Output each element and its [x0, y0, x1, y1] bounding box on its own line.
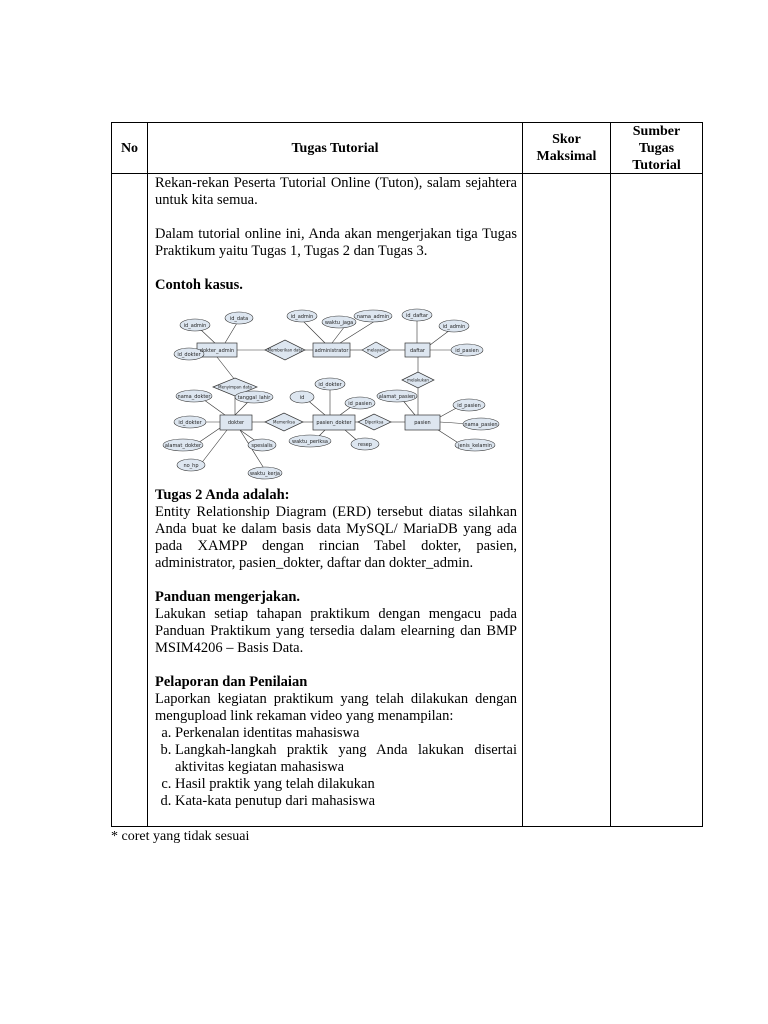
- erd-label: nama_dokter: [177, 394, 211, 400]
- erd-label: waktu_kerja: [250, 471, 280, 477]
- tugas2-body: Entity Relationship Diagram (ERD) tersebut diatas silahkan Anda buat ke dalam basis data MySQL/ MariaDB yang ada pada XAMPP dengan rincian Tabel dokter, pasien, administrator, pasien_dokter, daftar dan dokter_admin.: [155, 504, 517, 571]
- column-divider: [610, 123, 611, 826]
- erd-label: Memberikan data: [267, 347, 303, 353]
- erd-label: pasien: [414, 420, 431, 426]
- erd-label: daftar: [410, 348, 425, 354]
- report-list: [155, 725, 517, 810]
- erd-label: id_pasien: [455, 348, 479, 354]
- header-skor-maksimal: Skor Maksimal: [536, 132, 597, 164]
- tugas2-heading: Tugas 2 Anda adalah:: [155, 487, 290, 503]
- erd-label: melakukan: [407, 377, 429, 383]
- erd-label: alamat_pasien: [378, 394, 416, 400]
- header-sumber-tugas: Sumber Tugas Tutorial: [632, 123, 681, 173]
- erd-diagram: [155, 300, 510, 483]
- header-no: No: [120, 140, 139, 156]
- erd-label: nama_pasien: [464, 422, 498, 428]
- header-tugas-tutorial: Tugas Tutorial: [291, 140, 379, 156]
- erd-label: id_dokter: [318, 382, 342, 388]
- contoh-kasus-heading: Contoh kasus.: [155, 277, 243, 293]
- erd-label: id_pasien: [457, 403, 481, 409]
- erd-label: id_data: [229, 316, 249, 322]
- task-table: [111, 122, 703, 827]
- erd-label: dokter_admin: [199, 348, 235, 354]
- erd-label: resep: [358, 442, 372, 448]
- erd-label: tanggal_lahir: [237, 395, 271, 401]
- erd-label: no_hp: [183, 463, 199, 469]
- pelaporan-body: Laporkan kegiatan praktikum yang telah dilakukan dengan mengupload link rekaman video yang menampilan:: [155, 691, 517, 724]
- footnote: * coret yang tidak sesuai: [111, 829, 250, 844]
- header-divider: [112, 173, 702, 174]
- intro-paragraph-2: Dalam tutorial online ini, Anda akan mengerjakan tiga Tugas Praktikum yaitu Tugas 1, Tugas 2 dan Tugas 3.: [155, 226, 517, 259]
- erd-label: id_pasien: [348, 401, 372, 407]
- pelaporan-heading: Pelaporan dan Penilaian: [155, 674, 308, 690]
- erd-label: administrator: [314, 348, 349, 354]
- erd-label: id_dokter: [177, 352, 201, 358]
- list-item: d. Kata-kata penutup dari mahasiswa: [175, 793, 517, 810]
- column-divider: [147, 123, 148, 826]
- erd-label: alamat_dokter: [164, 443, 202, 449]
- task-content: [155, 175, 517, 810]
- list-item: c. Hasil praktik yang telah dilakukan: [175, 776, 517, 793]
- erd-label: spesialis: [251, 443, 273, 449]
- erd-label: Menyimpan data: [218, 384, 252, 390]
- erd-label: Memeriksa: [273, 419, 295, 425]
- erd-label: waktu_periksa: [292, 439, 328, 445]
- erd-label: melayani: [366, 347, 386, 353]
- erd-label: dokter: [227, 420, 245, 426]
- erd-label: id_dokter: [178, 420, 202, 426]
- column-divider: [522, 123, 523, 826]
- intro-paragraph-1: Rekan-rekan Peserta Tutorial Online (Tuton), salam sejahtera untuk kita semua.: [155, 175, 517, 208]
- erd-label: pasien_dokter: [316, 420, 352, 426]
- erd-label: jenis_kelamin: [458, 443, 492, 449]
- erd-label: waktu_jaga: [324, 320, 354, 326]
- erd-label: id_daftar: [405, 313, 429, 319]
- panduan-body: Lakukan setiap tahapan praktikum dengan mengacu pada Panduan Praktikum yang tersedia dalam elearning dan BMP MSIM4206 – Basis Data.: [155, 606, 517, 656]
- erd-label: nama_admin: [356, 314, 390, 320]
- erd-label: Diperiksa: [364, 419, 384, 425]
- erd-label: id_admin: [183, 323, 207, 329]
- erd-label: id_admin: [290, 314, 314, 320]
- list-item: b. Langkah-langkah praktik yang Anda lakukan disertai aktivitas kegiatan mahasiswa: [175, 742, 517, 776]
- list-item: a. Perkenalan identitas mahasiswa: [175, 725, 517, 742]
- panduan-heading: Panduan mengerjakan.: [155, 589, 301, 605]
- erd-label: id: [299, 395, 305, 401]
- erd-label: id_admin: [442, 324, 466, 330]
